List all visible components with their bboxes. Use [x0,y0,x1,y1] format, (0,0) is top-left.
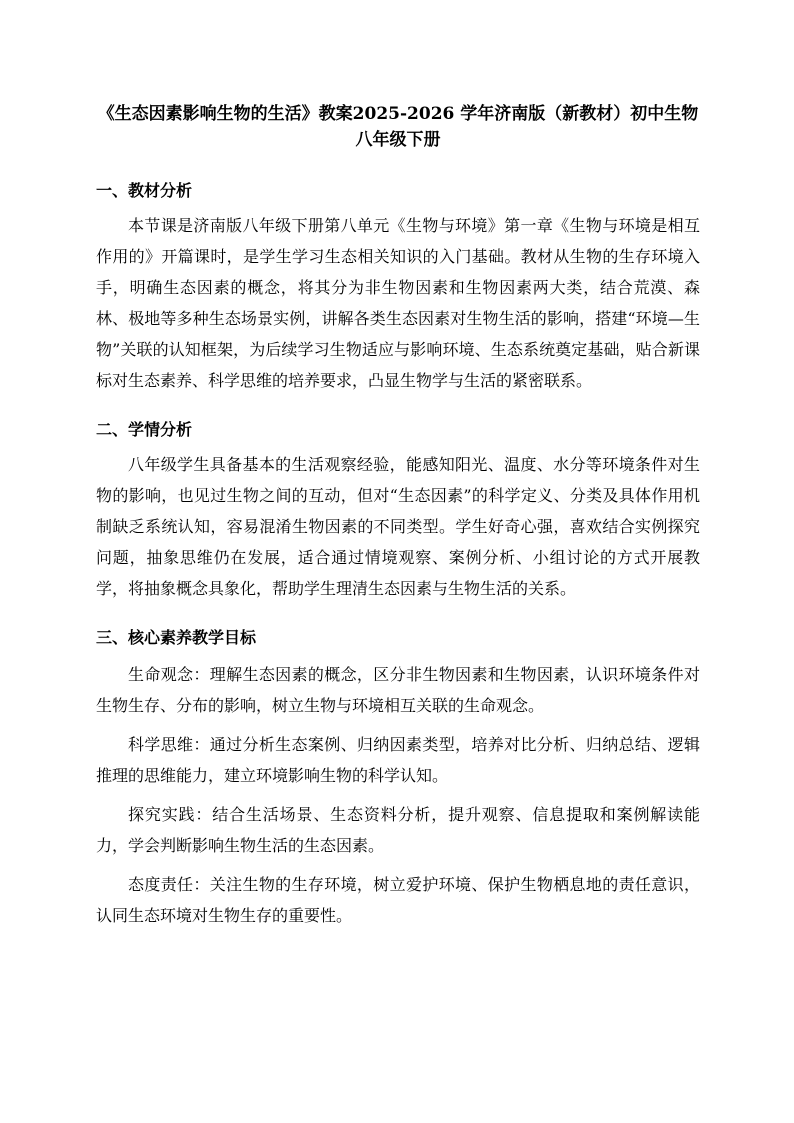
section-heading: 三、核心素养教学目标 [96,628,257,647]
goal-life-concept: 生命观念：理解生态因素的概念，区分非生物因素和生物因素，认识环境条件对生物生存、分布的影响，树立生物与环境相互关联的生命观念。 [96,665,700,715]
document-title: 《生态因素影响生物的生活》教案2025-2026 学年济南版（新教材）初中生物八年级下册 [97,104,699,150]
goal-scientific-thinking: 科学思维：通过分析生态案例、归纳因素类型，培养对比分析、归纳总结、逻辑推理的思维能力，建立环境影响生物的科学认知。 [96,735,700,785]
goal-inquiry-practice: 探究实践：结合生活场景、生态资料分析，提升观察、信息提取和案例解读能力，学会判断影响生物生活的生态因素。 [96,805,700,855]
document-page [96,101,700,939]
body-paragraph: 本节课是济南版八年级下册第八单元《生物与环境》第一章《生物与环境是相互作用的》开篇课时，是学生学习生态相关知识的入门基础。教材从生物的生存环境入手，明确生态因素的概念，将其分为非生物因素和生物因素两大类，结合荒漠、森林、极地等多种生态场景实例，讲解各类生态因素对生物生活的影响，搭建“环境—生物”关联的认知框架，为后续学习生物适应与影响环境、生态系统奠定基础，贴合新课标对生态素养、科学思维的培养要求，凸显生物学与生活的紧密联系。 [96,216,700,390]
section-textbook-analysis [96,179,700,396]
section-heading: 一、教材分析 [96,181,193,200]
body-paragraph: 八年级学生具备基本的生活观察经验，能感知阳光、温度、水分等环境条件对生物的影响，也见过生物之间的互动，但对“生态因素”的科学定义、分类及具体作用机制缺乏系统认知，容易混淆生物因素的不同类型。学生好奇心强，喜欢结合实例探究问题，抽象思维仍在发展，适合通过情境观察、案例分析、小组讨论的方式开展教学，将抽象概念具象化，帮助学生理清生态因素与生物生活的关系。 [96,455,700,598]
section-heading: 二、学情分析 [96,420,193,439]
section-student-analysis [96,418,700,604]
goal-attitude-responsibility: 态度责任：关注生物的生存环境，树立爱护环境、保护生物栖息地的责任意识，认同生态环境对生物生存的重要性。 [96,875,700,925]
section-teaching-goals [96,626,700,931]
